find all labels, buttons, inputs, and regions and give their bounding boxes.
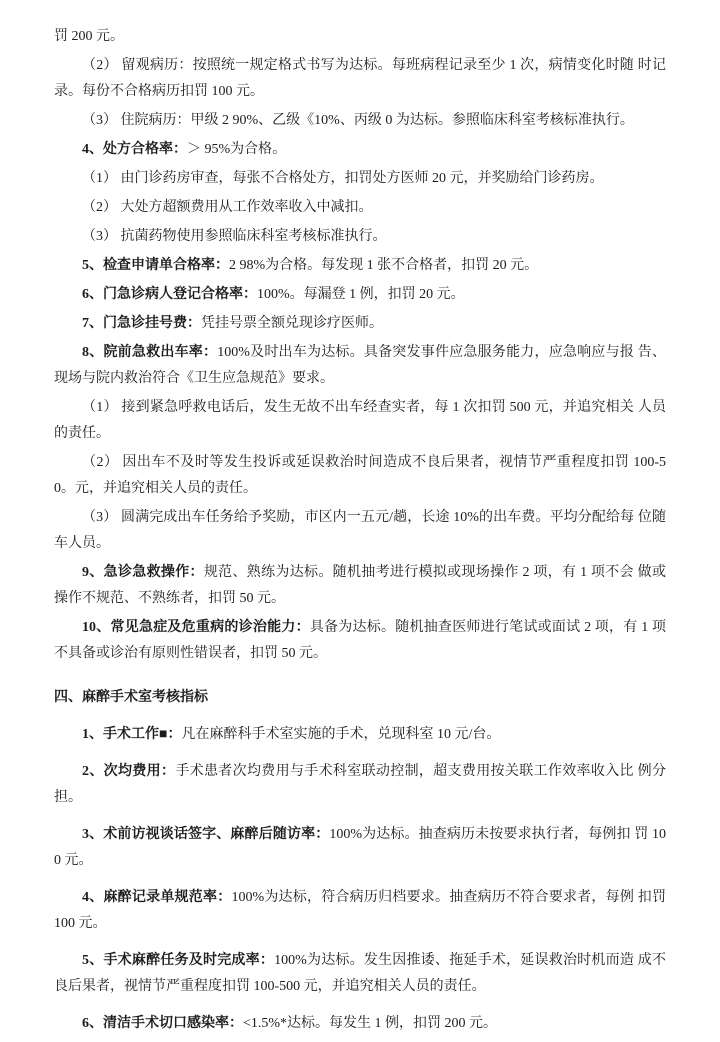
paragraph-text: 具备为达标。随机抽查医师进行笔试或面试 2 项，有 1 项不具备或诊治有原则性错误者，扣罚 50 元。 — [54, 620, 667, 661]
paragraph-text: 100%及时出车为达标。具备突发事件应急服务能力，应急响应与报 告、现场与院内救治符合《卫生应急规范》要求。 — [54, 345, 667, 386]
paragraph-label: 3、术前访视谈话签字、麻醉后随访率： — [82, 827, 330, 842]
paragraph-text: 凭挂号票全额兑现诊疗医师。 — [201, 316, 383, 331]
paragraph-text: （1） 接到紧急呼救电话后，发生无故不出车经查实者，每 1 次扣罚 500 元，并追究相关 人员的责任。 — [54, 400, 666, 441]
paragraph-label: 8、院前急救出车率： — [82, 345, 218, 360]
paragraph-text: 2 98%为合格。每发现 1 张不合格者，扣罚 20 元。 — [229, 258, 539, 273]
document-body — [54, 24, 666, 1037]
paragraph-text: （3） 抗菌药物使用参照临床科室考核标准执行。 — [82, 229, 387, 244]
paragraph-label: 6、门急诊病人登记合格率： — [82, 287, 257, 302]
paragraph — [54, 195, 666, 221]
paragraph — [54, 722, 666, 748]
paragraph-text: 100%为达标。发生因推诿、拖延手术，延误救治时机而造 成不良后果者，视情节严重程度扣罚 100-500 元，并追究相关人员的责任。 — [54, 953, 666, 994]
paragraph — [54, 1011, 666, 1037]
paragraph-text: （3） 圆满完成出车任务给予奖励，市区内一五元/趟，长途 10%的出车费。平均分配给每 位随车人员。 — [54, 510, 666, 551]
paragraph — [54, 53, 666, 105]
paragraph — [54, 505, 666, 557]
paragraph-label: 5、检查申请单合格率： — [82, 258, 229, 273]
paragraph-text: ＞ 95%为合格。 — [187, 142, 287, 157]
paragraph-text: （2） 因出车不及时等发生投诉或延误救治时间造成不良后果者，视情节严重程度扣罚 100-50。元，并追究相关人员的责任。 — [54, 455, 666, 496]
paragraph — [54, 822, 666, 874]
paragraph — [54, 885, 666, 937]
paragraph-text: （3） 住院病历：甲级 2 90%、乙级《10%、丙级 0 为达标。参照临床科室考核标准执行。 — [82, 113, 634, 128]
paragraph-text: （2） 大处方超额费用从工作效率收入中减扣。 — [82, 200, 373, 215]
paragraph-text: 手术患者次均费用与手术科室联动控制，超支费用按关联工作效率收入比 例分担。 — [54, 764, 667, 805]
paragraph — [54, 340, 666, 392]
paragraph — [54, 137, 666, 163]
paragraph-label: 7、门急诊挂号费： — [82, 316, 201, 331]
paragraph-text: <1.5%*达标。每发生 1 例，扣罚 200 元。 — [243, 1016, 498, 1031]
paragraph — [54, 166, 666, 192]
section-heading-text: 四、麻醉手术室考核指标 — [54, 690, 208, 705]
paragraph-text: 100%为达标，符合病历归档要求。抽查病历不符合要求者，每例 扣罚 100 元。 — [54, 890, 666, 931]
paragraph-label: 10、常见急症及危重病的诊治能力： — [82, 620, 310, 635]
paragraph-label: 2、次均费用： — [82, 764, 176, 779]
paragraph-text: 罚 200 元。 — [54, 29, 124, 44]
paragraph-label: 4、处方合格率： — [82, 142, 187, 157]
paragraph-text: 凡在麻醉科手术室实施的手术，兑现科室 10 元/台。 — [181, 727, 501, 742]
paragraph-text: （2） 留观病历：按照统一规定格式书写为达标。每班病程记录至少 1 次，病情变化时随 时记录。每份不合格病历扣罚 100 元。 — [54, 58, 666, 99]
section-heading — [54, 685, 666, 711]
paragraph-label: 1、手术工作■： — [82, 727, 182, 742]
paragraph-text: （1） 由门诊药房审查，每张不合格处方，扣罚处方医师 20 元，并奖励给门诊药房。 — [82, 171, 604, 186]
paragraph — [54, 450, 666, 502]
paragraph-label: 6、清洁手术切口感染率： — [82, 1016, 243, 1031]
paragraph-label: 4、麻醉记录单规范率： — [82, 890, 232, 905]
paragraph — [54, 759, 666, 811]
paragraph — [54, 282, 666, 308]
paragraph — [54, 311, 666, 337]
paragraph — [54, 948, 666, 1000]
paragraph-label: 5、手术麻醉任务及时完成率： — [82, 953, 275, 968]
paragraph-text: 100%为达标。抽查病历未按要求执行者，每例扣 罚 100 元。 — [54, 827, 666, 868]
paragraph — [54, 395, 666, 447]
paragraph — [54, 24, 666, 50]
paragraph — [54, 253, 666, 279]
paragraph-label: 9、急诊急救操作： — [82, 565, 204, 580]
paragraph — [54, 108, 666, 134]
paragraph-text: 100%。每漏登 1 例，扣罚 20 元。 — [257, 287, 465, 302]
paragraph-text: 规范、熟练为达标。随机抽考进行模拟或现场操作 2 项，有 1 项不会 做或操作不规范、不熟练者，扣罚 50 元。 — [54, 565, 667, 606]
paragraph — [54, 560, 666, 612]
paragraph — [54, 224, 666, 250]
paragraph — [54, 615, 666, 667]
